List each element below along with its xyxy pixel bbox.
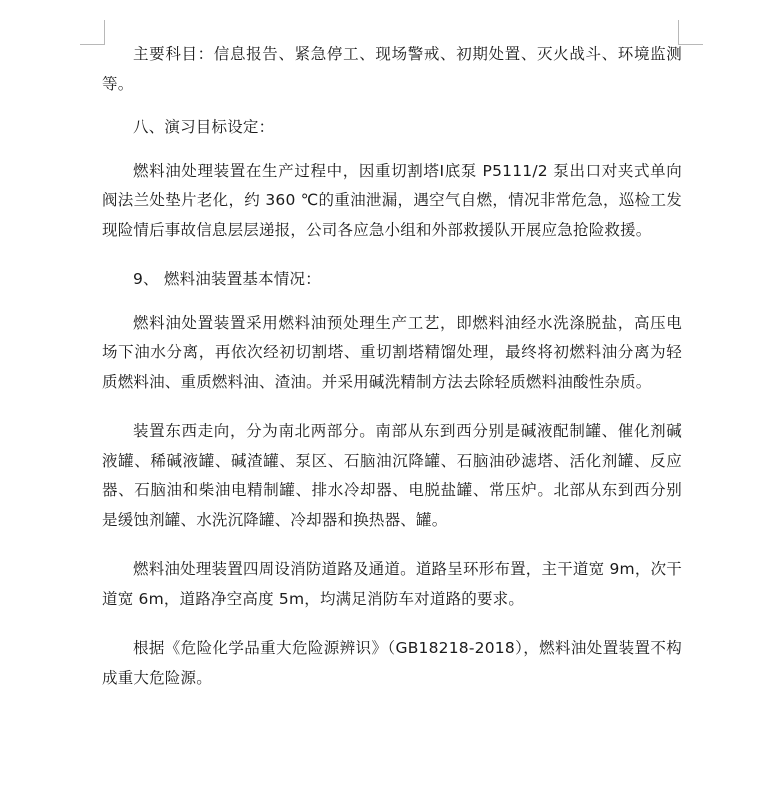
document-body xyxy=(102,40,682,713)
paragraph-process: 燃料油处置装置采用燃料油预处理生产工艺，即燃料油经水洗涤脱盐，高压电场下油水分离，再依次经初切割塔、重切割塔精馏处理，最终将初燃料油分离为轻质燃料油、重质燃料油、渣油。并采用碱洗精制方法去除轻质燃料油酸性杂质。 xyxy=(102,313,682,391)
section-heading-exercise-goals: 八、演习目标设定： xyxy=(133,118,275,136)
paragraph-hazard-source: 根据《危险化学品重大危险源辨识》（GB18218-2018），燃料油处置装置不构成重大危险源。 xyxy=(102,639,682,687)
paragraph-main-subjects: 主要科目：信息报告、紧急停工、现场警戒、初期处置、灭火战斗、环境监测等。 xyxy=(102,45,682,93)
paragraph-scenario: 燃料油处理装置在生产过程中，因重切割塔Ⅰ底泵 P5111/2 泵出口对夹式单向阀法兰处垫片老化，约 360 ℃的重油泄漏，遇空气自燃，情况非常危急，巡检工发现险情后事故信息层层递报，公司各应急小组和外部救援队开展应急抢险救援。 xyxy=(102,161,682,239)
section-heading-unit-overview: 9、 燃料油装置基本情况： xyxy=(133,270,321,288)
paragraph-roads: 燃料油处理装置四周设消防道路及通道。道路呈环形布置，主干道宽 9m，次干道宽 6m，道路净空高度 5m，均满足消防车对道路的要求。 xyxy=(102,560,682,608)
paragraph-layout: 装置东西走向，分为南北两部分。南部从东到西分别是碱液配制罐、催化剂碱液罐、稀碱液罐、碱渣罐、泵区、石脑油沉降罐、石脑油砂滤塔、活化剂罐、反应器、石脑油和柴油电精制罐、排水冷却器、电脱盐罐、常压炉。北部从东到西分别是缓蚀剂罐、水洗沉降罐、冷却器和换热器、罐。 xyxy=(102,422,682,529)
